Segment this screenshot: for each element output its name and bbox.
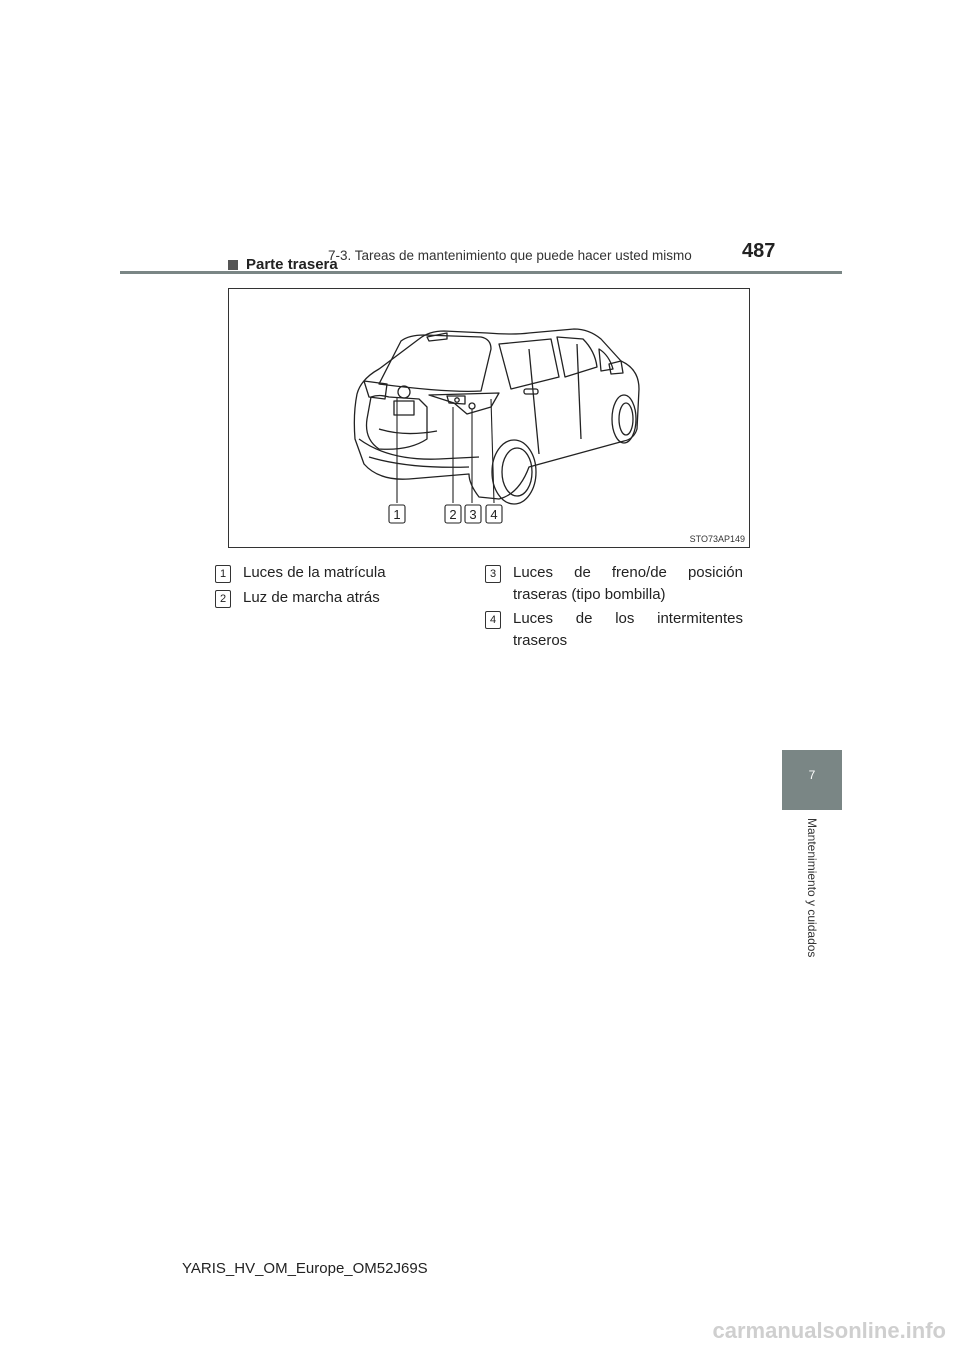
car-rear-figure: [228, 288, 750, 548]
legend-text-line: traseros: [513, 632, 568, 649]
chapter-tab[interactable]: [782, 750, 842, 810]
legend-number-badge: 4: [485, 611, 501, 629]
section-heading-text: Parte trasera: [246, 256, 338, 273]
footer-doc-id: YARIS_HV_OM_Europe_OM52J69S: [182, 1260, 428, 1277]
section-heading: [228, 256, 338, 273]
legend-text-line: traseras (tipo bombilla): [513, 586, 666, 603]
page-title: 7-3. Tareas de mantenimiento que puede hacer usted mismo: [328, 248, 692, 263]
callout-4: 4: [490, 507, 498, 522]
legend-text-line: Luces de freno/de posición: [513, 564, 743, 581]
legend-text-line: Luces de los intermitentes: [513, 610, 743, 627]
legend-number-badge: 1: [215, 565, 231, 583]
legend-number-badge: 3: [485, 565, 501, 583]
car-illustration: [229, 289, 749, 547]
legend-number-badge: 2: [215, 590, 231, 608]
callout-1: 1: [393, 507, 401, 522]
legend-text: Luces de la matrícula: [243, 564, 386, 581]
callout-2: 2: [449, 507, 457, 522]
watermark: carmanualsonline.info: [712, 1318, 946, 1343]
square-bullet-icon: [228, 260, 238, 270]
legend-text: Luz de marcha atrás: [243, 589, 380, 606]
callout-3: 3: [469, 507, 477, 522]
figure-code: STO73AP149: [689, 534, 745, 544]
chapter-label: Mantenimiento y cuidados: [805, 818, 819, 958]
page-number: 487: [742, 240, 776, 262]
chapter-number: 7: [808, 768, 816, 782]
